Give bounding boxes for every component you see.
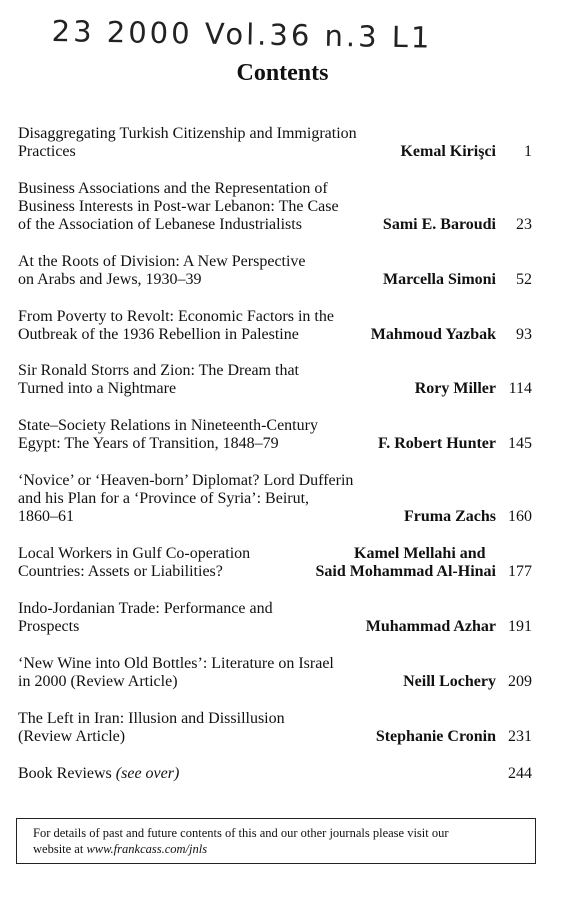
- entry-title-line: The Left in Iran: Illusion and Dissillusion: [18, 710, 285, 727]
- entry-author: Marcella Simoni: [382, 271, 496, 288]
- toc-entry[interactable]: [18, 308, 538, 344]
- entry-author: Rory Miller: [414, 380, 496, 397]
- entry-author: Fruma Zachs: [404, 508, 496, 525]
- entry-author: Mahmoud Yazbak: [370, 326, 496, 343]
- toc-entry[interactable]: [18, 180, 538, 234]
- entry-author: Stephanie Cronin: [375, 728, 496, 745]
- toc-entry-book-reviews[interactable]: [18, 765, 538, 783]
- entry-author: Neill Lochery: [403, 673, 496, 690]
- entry-page-number: 52: [516, 271, 532, 288]
- entry-title-line: From Poverty to Revolt: Economic Factors in the: [18, 308, 334, 325]
- entry-page-number: 209: [508, 673, 532, 690]
- entry-title-line: State–Society Relations in Nineteenth-Century: [18, 417, 318, 434]
- entry-title-line: 1860–61: [18, 508, 74, 525]
- entry-author: Kamel Mellahi and: [354, 545, 486, 562]
- entry-title-line: Disaggregating Turkish Citizenship and Immigration: [18, 125, 357, 142]
- toc-entry[interactable]: [18, 125, 538, 161]
- toc-entry[interactable]: [18, 417, 538, 453]
- entry-title-line: Sir Ronald Storrs and Zion: The Dream that: [18, 362, 299, 379]
- toc-entry[interactable]: [18, 362, 538, 398]
- toc-entry[interactable]: [18, 600, 538, 636]
- entry-author: Said Mohammad Al-Hinai: [315, 563, 496, 580]
- entry-page-number: 93: [516, 326, 532, 343]
- entry-author: Sami E. Baroudi: [382, 216, 496, 233]
- entry-title-line: Business Associations and the Representation of: [18, 180, 328, 197]
- entry-title-line: Business Interests in Post-war Lebanon: The Case: [18, 198, 339, 215]
- book-reviews-label: Book Reviews (see over): [18, 765, 180, 782]
- entry-title-line: Turned into a Nightmare: [18, 380, 177, 397]
- website-link[interactable]: www.frankcass.com/jnls: [86, 842, 208, 856]
- entry-page-number: 23: [516, 216, 532, 233]
- entry-title-line: Egypt: The Years of Transition, 1848–79: [18, 435, 279, 452]
- entry-title-line: in 2000 (Review Article): [18, 673, 178, 690]
- page-title: Contents: [236, 60, 329, 86]
- entry-title-line: Countries: Assets or Liabilities?: [18, 563, 223, 580]
- entry-author: F. Robert Hunter: [377, 435, 496, 452]
- entry-title-line: At the Roots of Division: A New Perspective: [18, 253, 306, 270]
- entry-title-line: ‘Novice’ or ‘Heaven-born’ Diplomat? Lord Dufferin: [18, 472, 354, 489]
- entry-title-line: and his Plan for a ‘Province of Syria’: Beirut,: [18, 490, 310, 507]
- toc-entry[interactable]: [18, 545, 538, 581]
- entry-page-number: 191: [508, 618, 532, 635]
- handwritten-note: 23 2000 Vol.36 n.3 L1: [51, 14, 433, 55]
- entry-page-number: 114: [508, 380, 532, 397]
- entry-page-number: 244: [508, 765, 532, 782]
- entry-page-number: 177: [508, 563, 532, 580]
- entry-title-line: (Review Article): [18, 728, 126, 745]
- entry-page-number: 1: [524, 143, 532, 160]
- entry-author: Muhammad Azhar: [365, 618, 496, 635]
- entry-title-line: Indo-Jordanian Trade: Performance and: [18, 600, 273, 617]
- entry-title-line: ‘New Wine into Old Bottles’: Literature on Israel: [18, 655, 334, 672]
- entry-title-line: Practices: [18, 143, 76, 160]
- entry-author: Kemal Kirişci: [400, 143, 496, 160]
- entry-title-line: Outbreak of the 1936 Rebellion in Palestine: [18, 326, 299, 343]
- entry-title-line: Local Workers in Gulf Co-operation: [18, 545, 251, 562]
- entry-title-line: of the Association of Lebanese Industrialists: [18, 216, 302, 233]
- toc-entry[interactable]: [18, 472, 538, 526]
- notice-line: website at www.frankcass.com/jnls: [33, 842, 208, 856]
- entry-title-line: on Arabs and Jews, 1930–39: [18, 271, 202, 288]
- notice-line: For details of past and future contents of this and our other journals please visit our: [33, 826, 449, 840]
- journal-info-notice: [16, 818, 536, 864]
- entry-page-number: 160: [508, 508, 532, 525]
- toc-entry[interactable]: [18, 253, 538, 289]
- entry-title-line: Prospects: [18, 618, 80, 635]
- entry-page-number: 231: [508, 728, 532, 745]
- toc-entry[interactable]: [18, 655, 538, 691]
- book-reviews-note: (see over): [115, 765, 180, 782]
- toc-entry[interactable]: [18, 710, 538, 746]
- entry-page-number: 145: [508, 435, 532, 452]
